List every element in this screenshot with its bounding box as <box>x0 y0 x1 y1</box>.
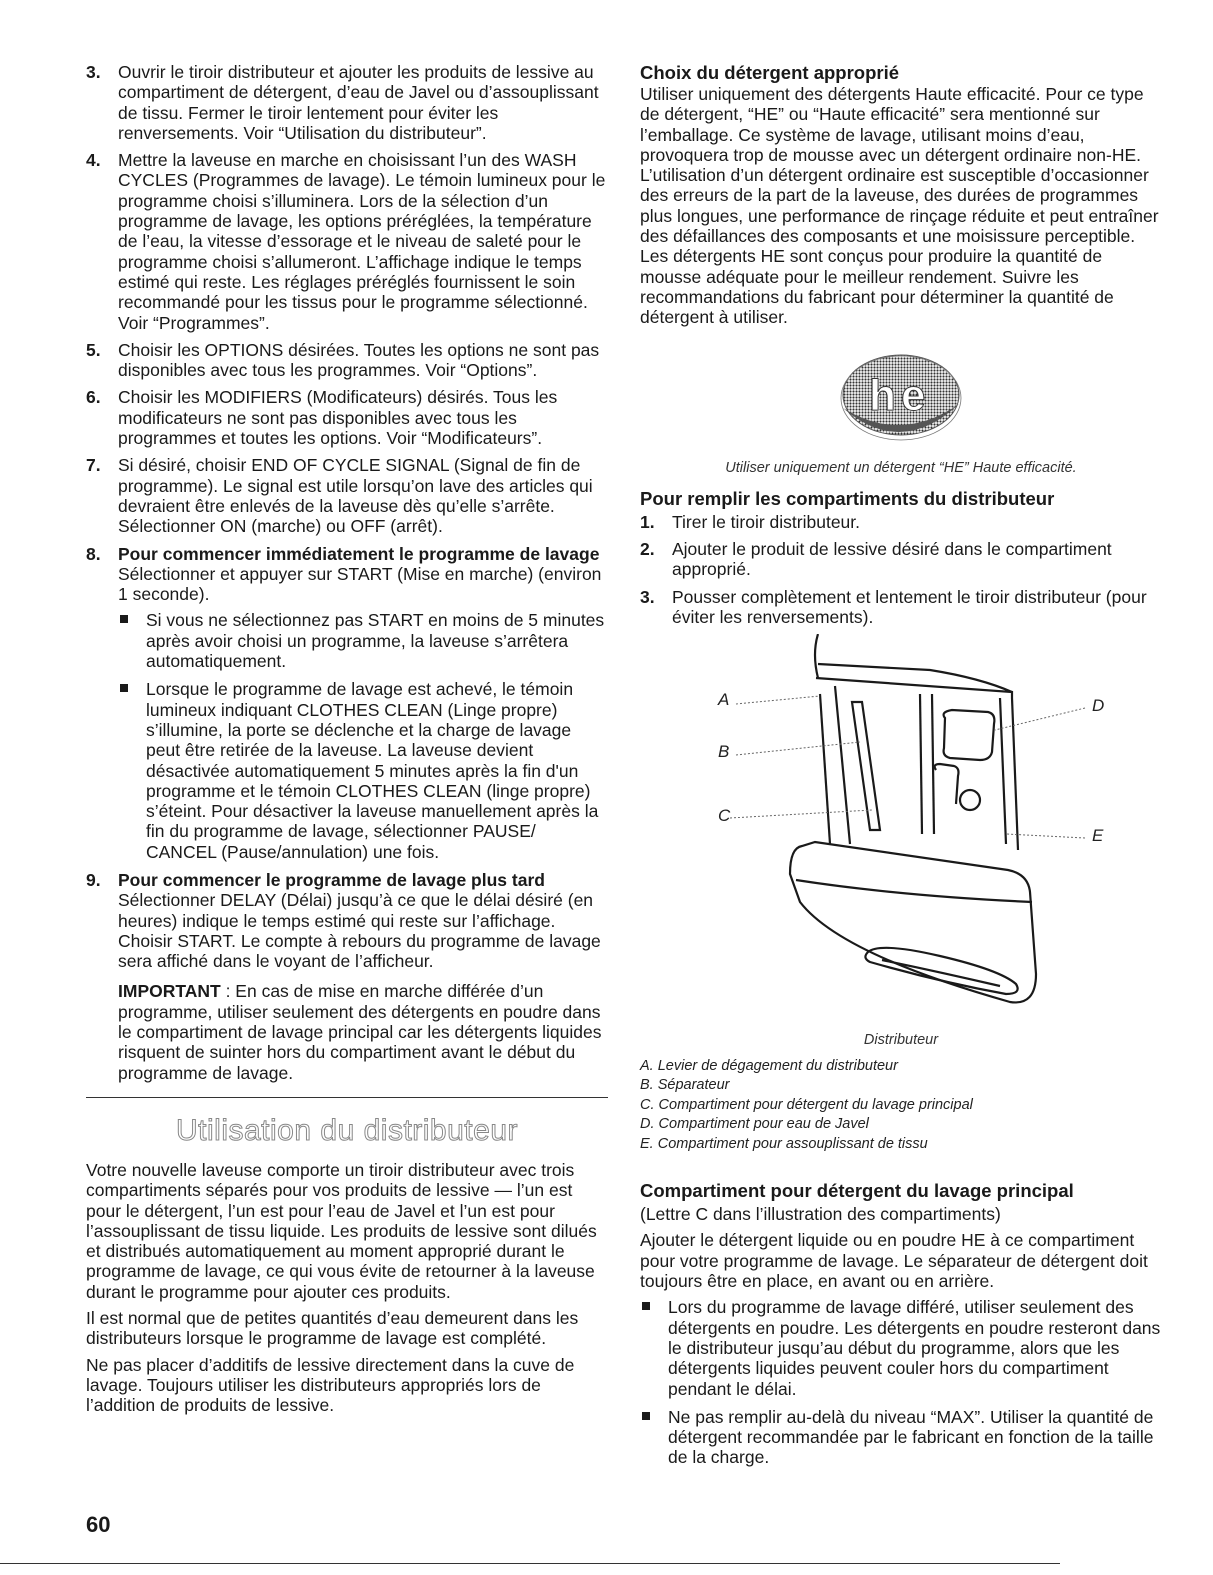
legend-item: A. Levier de dégagement du distributeur <box>640 1057 898 1074</box>
legend-item: B. Séparateur <box>640 1077 730 1094</box>
left-column <box>86 62 608 1422</box>
legend-item: E. Compartiment pour assouplissant de tissu <box>640 1135 928 1152</box>
fill-steps <box>640 512 1162 627</box>
fill-step-3: 3. Pousser complètement et lentement le tiroir distributeur (pour éviter les renversements). <box>640 586 1147 628</box>
step-3: 3. Ouvrir le tiroir distributeur et ajouter les produits de lessive au compartiment de détergent, d’eau de Javel ou d’assouplissant de tissu. Fermer le tiroir lentement pour éviter les renversements. Voir “Utilisation du distributeur”. <box>86 62 599 143</box>
svg-text:h: h <box>869 370 896 420</box>
fill-heading: Pour remplir les compartiments du distributeur <box>640 487 1055 509</box>
legend-item: C. Compartiment pour détergent du lavage principal <box>640 1096 973 1113</box>
main-wash-text: Ajouter le détergent liquide ou en poudre HE à ce compartiment pour votre programme de lavage. Le séparateur de détergent doit toujours être en place, en avant ou en arrière. <box>640 1230 1148 1292</box>
step-4: 4. Mettre la laveuse en marche en choisissant l’un des WASH CYCLES (Programmes de lavage). Le témoin lumineux pour le programme choisi s’illuminera. Lors de la sélection d’un programme de lavage, les options préréglées, la température de l’eau, la vitesse d’essorage et le niveau de saleté pour le programme choisi s’allumeront. L’affichage indique le temps estimé qui reste. Les réglages préréglés fournissent le soin recommandé pour les tissus pour le programme sélectionné. Voir “Programmes”. <box>86 150 606 333</box>
diagram-label-e: E <box>1092 826 1104 846</box>
bullet-item: Ne pas remplir au-delà du niveau “MAX”. Utiliser la quantité de détergent recommandée par le fabricant en fonction de la taille de la charge. <box>640 1407 1162 1468</box>
fill-step-1: 1. Tirer le tiroir distributeur. <box>640 511 861 532</box>
bullet-item: Lors du programme de lavage différé, utiliser seulement des détergents en poudre. Les détergents en poudre resteront dans le distributeur jusqu’au début du programme, alors que les détergents liquides peuvent couler hors du compartiment pendant le délai. <box>640 1297 1162 1398</box>
step-6: 6. Choisir les MODIFIERS (Modificateurs) désirés. Tous les modificateurs ne sont pas disponibles avec tous les programmes et toutes les options. Voir “Modificateurs”. <box>86 387 558 449</box>
diagram-label-a: A <box>718 690 730 710</box>
bullet-item: Lorsque le programme de lavage est achevé, le témoin lumineux indiquant CLOTHES CLEAN (Linge propre) s’illumine, la porte se déclenche et la charge de lavage peut être retirée de la laveuse. La laveuse devient désactivée automatiquement 5 minutes après la fin d'un programme et le témoin CLOTHES CLEAN (linge propre) s’éteint. Pour désactiver la laveuse manuellement après la fin du programme de lavage, sélectionner PAUSE/ CANCEL (Pause/annulation) une fois. <box>118 679 608 862</box>
he-logo-graphic <box>831 348 971 448</box>
step-7: 7. Si désiré, choisir END OF CYCLE SIGNAL (Signal de fin de programme). Le signal est utile lorsqu’on lave des articles qui devraient être enlevés de la laveuse dès qu’elle s’arrête. Sélectionner ON (marche) ou OFF (arrêt). <box>86 455 593 537</box>
fill-step-2: 2. Ajouter le produit de lessive désiré dans le compartiment approprié. <box>640 539 1112 580</box>
main-wash-heading: Compartiment pour détergent du lavage principal <box>640 1180 1074 1202</box>
step-9-title: Pour commencer le programme de lavage plus tard <box>118 869 545 890</box>
section-divider <box>86 1097 608 1098</box>
footer-rule <box>0 1563 1060 1564</box>
right-column <box>640 62 1162 1476</box>
legend-item: D. Compartiment pour eau de Javel <box>640 1116 869 1133</box>
diagram-label-b: B <box>718 742 730 762</box>
paragraph: Votre nouvelle laveuse comporte un tiroir distributeur avec trois compartiments séparés pour vos produits de lessive — l’un est pour le détergent, l’un est pour l’eau de Javel et l’un est pour l’assouplissant de tissu liquide. Les produits de lessive sont dilués et distribués automatiquement au moment approprié durant le programme de lavage, ce qui vous évite de retourner à la laveuse durant le programme pour ajouter ces produits. <box>86 1159 597 1302</box>
main-wash-subtitle: (Lettre C dans l’illustration des compartiments) <box>640 1204 1001 1225</box>
he-caption: Utiliser uniquement un détergent “HE” Haute efficacité. <box>725 459 1077 476</box>
step-5: 5. Choisir les OPTIONS désirées. Toutes les options ne sont pas disponibles avec tous les programmes. Voir “Options”. <box>86 339 600 381</box>
bullet-item: Si vous ne sélectionnez pas START en moins de 5 minutes après avoir choisi un programme, la laveuse s’arrêtera automatiquement. <box>118 610 608 671</box>
main-wash-bullets <box>640 1297 1162 1467</box>
diagram-caption: Distributeur <box>863 1032 939 1049</box>
svg-text:e: e <box>901 370 926 420</box>
step-8-title: Pour commencer immédiatement le programme de lavage <box>118 543 600 564</box>
step-9: 9. Pour commencer le programme de lavage plus tard Sélectionner DELAY (Délai) jusqu’à ce que le délai désiré (en heures) indique le temps estimé qui reste sur l’affichage. Choisir START. Le compte à rebours du programme de lavage sera affiché dans le voyant de l’afficheur. IMPORTANT : En cas de mise en marche différée d’un programme, utiliser seulement des détergents en poudre dans le compartiment de lavage principal car les détergents liquides risquent de suinter hors du compartiment avant le début du programme de lavage. <box>86 870 608 1083</box>
he-logo-icon <box>640 348 1162 450</box>
important-note: IMPORTANT : En cas de mise en marche différée d’un programme, utiliser seulement des détergents en poudre dans le compartiment de lavage principal car les détergents liquides risquent de suinter hors du compartiment avant le début du programme de lavage. <box>118 981 602 1083</box>
paragraph: Ne pas placer d’additifs de lessive directement dans la cuve de lavage. Toujours utiliser les distributeurs appropriés lors de l’addition de produits de lessive. <box>86 1354 575 1416</box>
operating-steps <box>86 62 608 1083</box>
page-number: 60 <box>86 1512 111 1537</box>
diagram-legend <box>640 1057 1162 1155</box>
detergent-text: Utiliser uniquement des détergents Haute efficacité. Pour ce type de détergent, “HE” ou “Haute efficacité” sera mentionné sur l’emballage. Ce système de lavage, utilisant moins d’eau, provoquera trop de mousse avec un détergent ordinaire non-HE. L’utilisation d’un détergent ordinaire est susceptible d’occasionner des erreurs de la part de la laveuse, des durées de programmes plus longues, une performance de rinçage réduite et peut entraîner des défaillances des composants et une moisissure perceptible. Les détergents HE sont conçus pour produire la quantité de mousse adéquate pour le meilleur rendement. Suivre les recommandations du fabricant pour déterminer la quantité de détergent à utiliser. <box>640 84 1159 328</box>
diagram-label-c: C <box>718 806 731 826</box>
paragraph: Il est normal que de petites quantités d’eau demeurent dans les distributeurs lorsque le programme de lavage est complété. <box>86 1308 579 1349</box>
section-title: Utilisation du distributeur <box>176 1113 518 1147</box>
dispenser-diagram <box>640 634 1162 1030</box>
step-8: 8. Pour commencer immédiatement le programme de lavage Sélectionner et appuyer sur START (Mise en marche) (environ 1 seconde). Si vous ne sélectionnez pas START en moins de 5 minutes après avoir choisi un programme, la laveuse s’arrêtera automatiquement. Lorsque le programme de lavage est achevé, le témoin lumineux indiquant CLOTHES CLEAN (Linge propre) s’illumine, la porte se déclenche et la charge de lavage peut être retirée de la laveuse. La laveuse devient désactivée automatiquement 5 minutes après la fin d'un programme et le témoin CLOTHES CLEAN (linge propre) s’éteint. Pour désactiver la laveuse manuellement après la fin du programme de lavage, sélectionner PAUSE/ CANCEL (Pause/annulation) une fois. <box>86 544 608 862</box>
diagram-label-d: D <box>1092 696 1105 716</box>
detergent-heading: Choix du détergent approprié <box>640 62 900 83</box>
step-8-bullets <box>118 610 608 862</box>
